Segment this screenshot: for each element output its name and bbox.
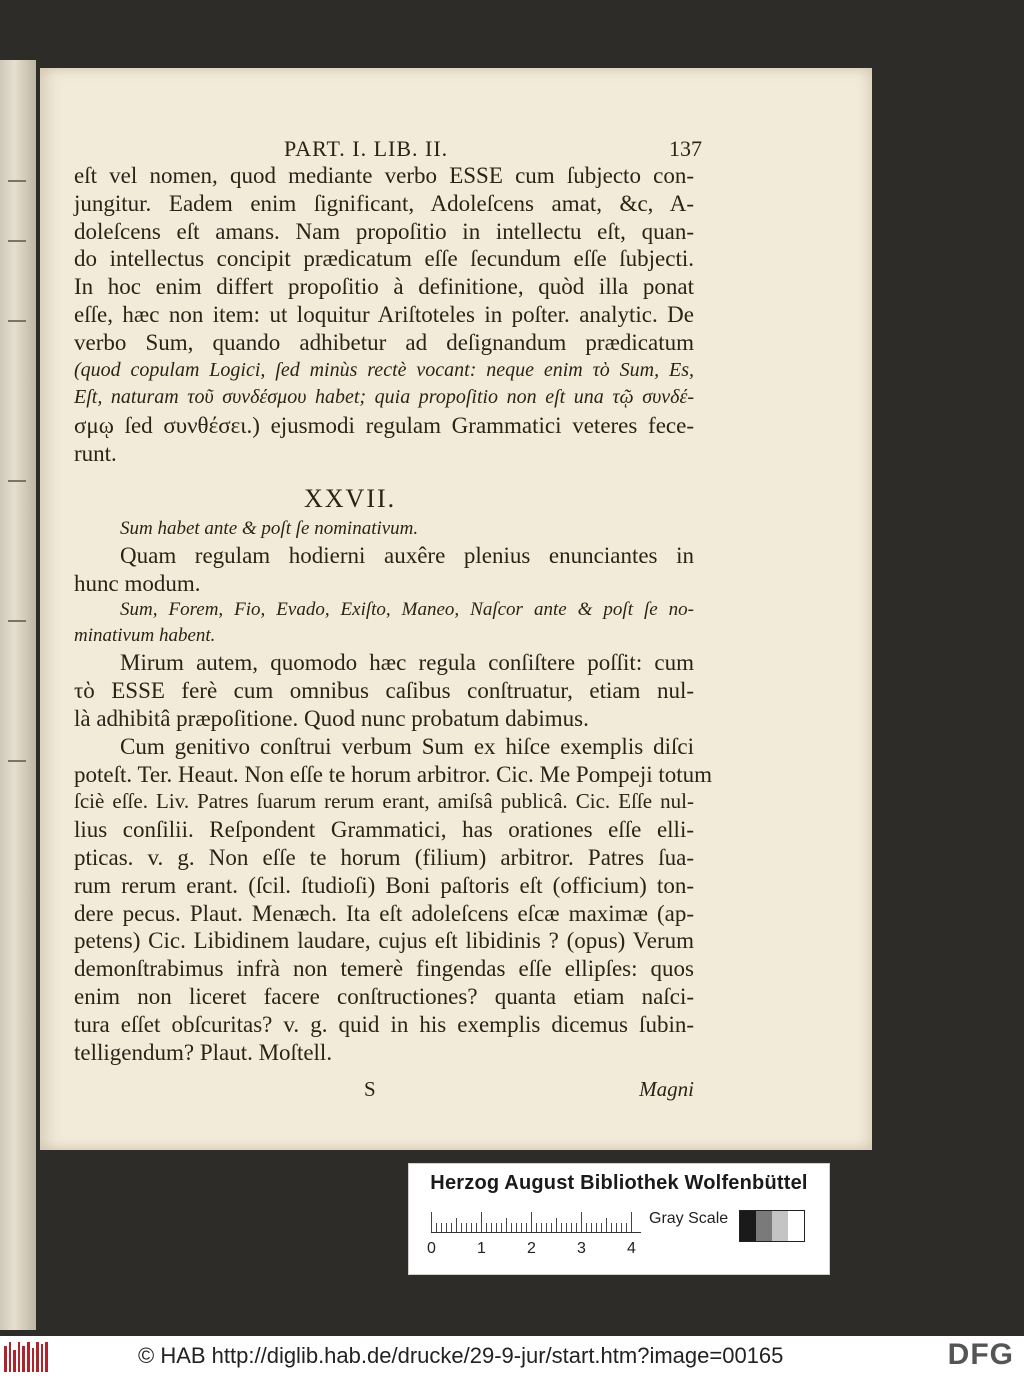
ruler-tick [486, 1223, 487, 1232]
ruler-tick [596, 1223, 597, 1232]
text-line: do intellectus concipit prædicatum eſſe ſecundum eſſe ſubjecti. [74, 246, 694, 272]
gray-swatch [788, 1211, 804, 1241]
text-line: poteſt. Ter. Heaut. Non eſſe te horum arbitror. Cic. Me Pompeji totum [74, 761, 713, 787]
ruler-tick [551, 1223, 552, 1232]
ruler-tick [566, 1223, 567, 1232]
scale-number: 0 [427, 1240, 436, 1257]
ruler-tick [511, 1223, 512, 1232]
rule-statement: Sum habet ante & poſt ſe nominativum. [120, 517, 419, 539]
ruler-tick [621, 1223, 622, 1232]
scale-number: 1 [477, 1240, 486, 1257]
text-line: lius conſilii. Reſpondent Grammatici, has orationes eſſe elli- [74, 817, 694, 843]
adjacent-book-edge [0, 60, 36, 1330]
ruler-tick [536, 1223, 537, 1232]
ruler-tick [441, 1223, 442, 1232]
ruler-tick [526, 1223, 527, 1232]
ruler-tick [466, 1223, 467, 1232]
ruler-tick [601, 1223, 602, 1232]
ruler-tick [496, 1223, 497, 1232]
text-line: τὸ ESSE ferè cum omnibus caſibus conſtruatur, etiam nul- [74, 678, 694, 704]
signature-mark: S [364, 1077, 376, 1102]
text-line: tura eſſet obſcuritas? v. g. quid in his exemplis dicemus ſubin- [74, 1011, 694, 1037]
text-line: doleſcens eſt amans. Nam propoſitio in intellectu eſt, quan- [74, 218, 694, 244]
footer-bar [0, 1336, 1024, 1376]
ruler-tick [561, 1223, 562, 1232]
text-line: enim non liceret facere conſtructiones? quanta etiam naſci- [74, 983, 694, 1009]
text-line: petens) Cic. Libidinem laudare, cujus eſt libidinis ? (opus) Verum [74, 928, 694, 954]
ruler-tick [436, 1223, 437, 1232]
ruler-tick [576, 1223, 577, 1232]
color-calibration-bar [408, 1163, 830, 1275]
ruler-tick [571, 1223, 572, 1232]
ruler-tick [616, 1223, 617, 1232]
text-line: demonſtrabimus infrà non temerè fingendas eſſe ellipſes: quos [74, 956, 694, 982]
paragraph-3 [74, 649, 694, 732]
text-line: là adhibitâ præpoſitione. Quod nunc probatum dabimus. [74, 705, 589, 731]
scale-number: 3 [577, 1240, 586, 1257]
copyright-url: © HAB http://diglib.hab.de/drucke/29-9-jur/start.htm?image=00165 [138, 1343, 784, 1368]
gray-swatch [756, 1211, 772, 1241]
text-line: Cum genitivo conſtrui verbum Sum ex hiſce exemplis diſci [120, 733, 694, 759]
text-line: runt. [74, 440, 117, 466]
text-line: verbo Sum, quando adhibetur ad deſignandum prædicatum [74, 329, 694, 355]
section-number: XXVII. [304, 483, 397, 513]
text-line: Mirum autem, quomodo hæc regula conſiſtere poſſit: cum [120, 650, 694, 676]
ruler-tick [611, 1223, 612, 1232]
text-line: Eſt, naturam τοῦ συνδέσμου habet; quia propoſitio non eſt una τῷ συνδέ- [74, 386, 694, 409]
text-line: eſt vel nomen, quod mediante verbo ESSE cum ſubjecto con- [74, 163, 694, 188]
gray-swatch [772, 1211, 788, 1241]
running-head: PART. I. LIB. II. [284, 136, 449, 161]
scanned-page [40, 68, 872, 1150]
rule-statement-2 [74, 597, 694, 649]
ruler-tick [631, 1212, 632, 1232]
text-line: σμῳ ſed συνθέσει.) ejusmodi regulam Grammatici veteres fece- [74, 413, 694, 439]
text-line: rum rerum erant. (ſcil. ſtudioſi) Boni paſtoris eſt (officium) ton- [74, 872, 694, 898]
ruler-tick [501, 1223, 502, 1232]
ruler-tick [471, 1223, 472, 1232]
ruler-tick [491, 1223, 492, 1232]
dfg-logo: DFG [947, 1338, 1014, 1371]
text-line: dere pecus. Plaut. Menæch. Ita eſt adoleſcens eſcæ maximæ (ap- [74, 900, 694, 926]
ruler-tick [456, 1218, 457, 1232]
ruler-tick [606, 1218, 607, 1232]
text-line: (quod copulam Logici, ſed minùs rectè vocant: neque enim τὸ Sum, Es, [74, 358, 694, 381]
scale-ruler [431, 1210, 641, 1233]
catchword: Magni [639, 1077, 694, 1102]
ruler-tick [451, 1223, 452, 1232]
ruler-tick [581, 1212, 582, 1232]
ruler-tick [481, 1212, 482, 1232]
text-line: ſciè eſſe. Liv. Patres ſuarum rerum erant, amiſsâ publicâ. Cic. Eſſe nul- [74, 789, 694, 814]
ruler-tick [541, 1223, 542, 1232]
page-text [74, 136, 713, 1104]
text-line: Quam regulam hodierni auxêre plenius enunciantes in [120, 542, 694, 568]
text-line: pticas. v. g. Non eſſe te horum (filium) arbitror. Patres ſua- [74, 844, 694, 870]
text-line: telligendum? Plaut. Moſtell. [74, 1039, 333, 1065]
ruler-tick [476, 1223, 477, 1232]
text-line: hunc modum. [74, 570, 201, 596]
scale-number: 2 [527, 1240, 536, 1257]
paragraph-2 [74, 542, 694, 598]
paragraph-1 [74, 162, 694, 468]
ruler-tick [546, 1223, 547, 1232]
text-line: eſſe, hæc non item: ut loquitur Ariſtoteles in poſter. analytic. De [74, 301, 694, 327]
ruler-tick [586, 1223, 587, 1232]
text-line: minativum habent. [74, 625, 216, 647]
text-line: Sum, Forem, Fio, Evado, Exiſto, Maneo, Naſcor ante & poſt ſe no- [120, 599, 694, 621]
scale-number: 4 [627, 1240, 636, 1257]
library-name: Herzog August Bibliothek Wolfenbüttel [430, 1172, 808, 1194]
running-header [284, 136, 702, 161]
ruler-tick [431, 1212, 432, 1232]
ruler-tick [591, 1223, 592, 1232]
text-line: In hoc enim differt propoſitio à definitione, quòd illa ponat [74, 274, 694, 300]
ruler-tick [461, 1223, 462, 1232]
page-number: 137 [669, 136, 702, 161]
gray-swatches [739, 1210, 805, 1242]
ruler-tick [521, 1223, 522, 1232]
paragraph-4 [74, 733, 713, 1067]
gray-swatch [740, 1211, 756, 1241]
hab-logo-icon [4, 1340, 48, 1372]
ruler-tick [516, 1223, 517, 1232]
ruler-tick [446, 1223, 447, 1232]
text-line: jungitur. Eadem enim ſignificant, Adoleſcens amat, &c, A- [74, 190, 694, 216]
ruler-tick [626, 1223, 627, 1232]
ruler-tick [506, 1218, 507, 1232]
ruler-tick [556, 1218, 557, 1232]
page-foot [74, 1076, 694, 1104]
ruler-tick [531, 1212, 532, 1232]
gray-scale-label: Gray Scale [649, 1210, 729, 1227]
